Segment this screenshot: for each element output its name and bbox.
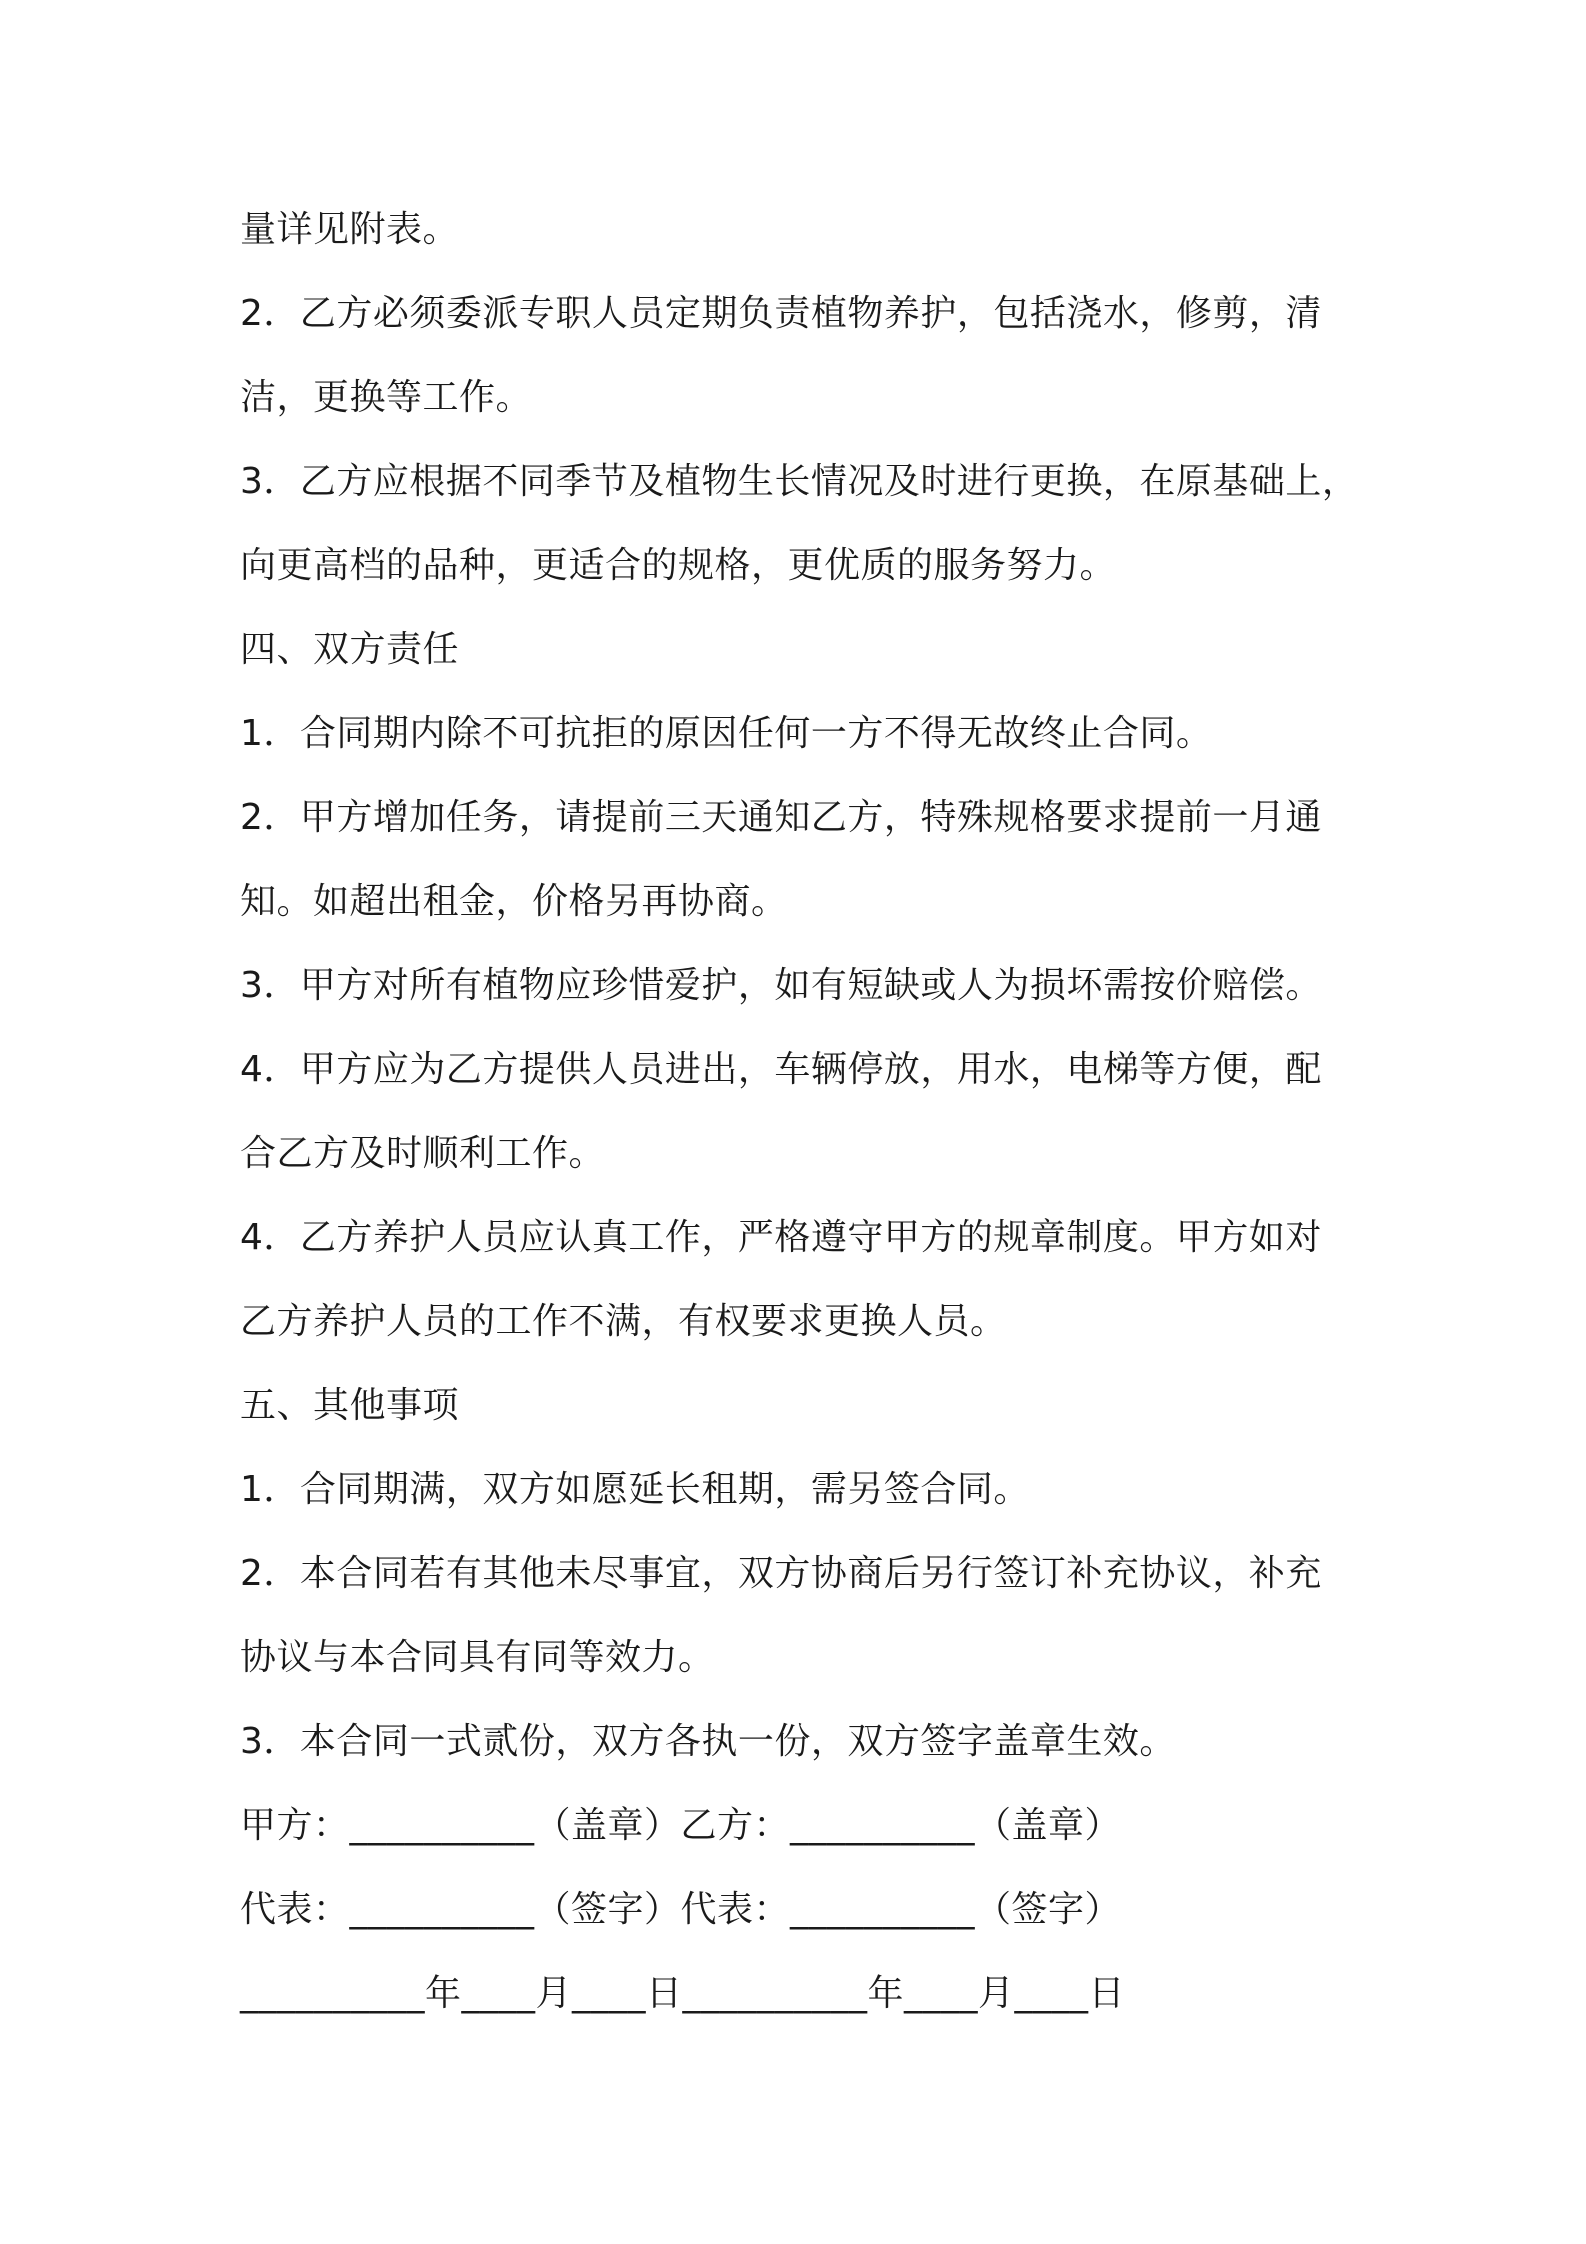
text-line: 2．本合同若有其他未尽事宜，双方协商后另行签订补充协议，补充 xyxy=(240,1553,1322,1594)
text-line: 3．甲方对所有植物应珍惜爱护，如有短缺或人为损坏需按价赔偿。 xyxy=(240,965,1322,1006)
text-line: 乙方养护人员的工作不满，有权要求更换人员。 xyxy=(240,1301,1007,1342)
text-line: 1．合同期满，双方如愿延长租期，需另签合同。 xyxy=(240,1469,1030,1510)
section-heading: 四、双方责任 xyxy=(240,629,460,670)
text-line: 3．乙方应根据不同季节及植物生长情况及时进行更换，在原基础上， xyxy=(240,461,1359,502)
representative-signature-line: 代表：__________（签字）代表：__________（签字） xyxy=(240,1889,1122,1930)
text-line: 量详见附表。 xyxy=(240,209,460,250)
party-a-b-seal-line: 甲方：__________（盖章）乙方：__________（盖章） xyxy=(240,1805,1122,1846)
text-line: 协议与本合同具有同等效力。 xyxy=(240,1637,715,1678)
text-line: 2．甲方增加任务，请提前三天通知乙方，特殊规格要求提前一月通 xyxy=(240,797,1322,838)
text-line: 4．甲方应为乙方提供人员进出，车辆停放，用水，电梯等方便，配 xyxy=(240,1049,1322,1090)
section-heading: 五、其他事项 xyxy=(240,1385,460,1426)
text-line: 4．乙方养护人员应认真工作，严格遵守甲方的规章制度。甲方如对 xyxy=(240,1217,1322,1258)
text-line: 1．合同期内除不可抗拒的原因任何一方不得无故终止合同。 xyxy=(240,713,1213,754)
text-line: 知。如超出租金，价格另再协商。 xyxy=(240,881,788,922)
text-line: 向更高档的品种，更适合的规格，更优质的服务努力。 xyxy=(240,545,1117,586)
text-line: 2．乙方必须委派专职人员定期负责植物养护，包括浇水，修剪，清 xyxy=(240,293,1322,334)
date-line: __________年____月____日__________年____月____日 xyxy=(240,1973,1125,2014)
text-line: 3．本合同一式贰份，双方各执一份，双方签字盖章生效。 xyxy=(240,1721,1176,1762)
text-line: 洁，更换等工作。 xyxy=(240,377,533,418)
text-line: 合乙方及时顺利工作。 xyxy=(240,1133,606,1174)
